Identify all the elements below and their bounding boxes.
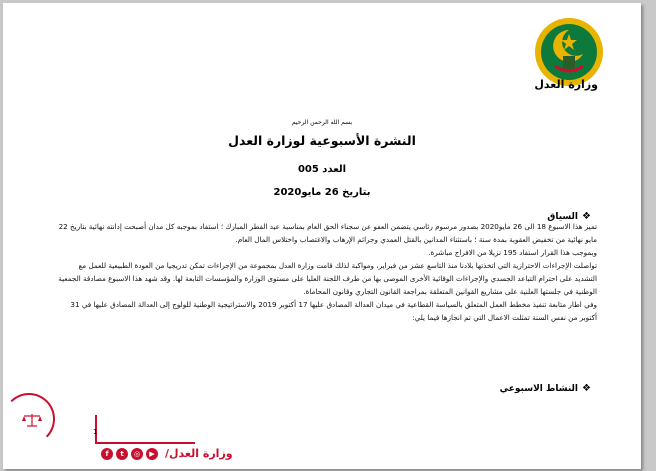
facebook-icon[interactable]: f — [101, 448, 113, 460]
issue-number: العدد 005 — [297, 164, 347, 175]
instagram-icon[interactable]: ◎ — [131, 448, 143, 460]
page-title: النشرة الأسبوعية لوزارة العدل — [228, 133, 416, 148]
diamond-bullet-icon: ❖ — [582, 211, 591, 222]
activity-heading — [500, 383, 591, 394]
context-heading-label: السياق — [547, 212, 579, 222]
paragraph: وبموجب هذا القرار استفاد 195 نزيلا من الافراج مباشرة. — [428, 248, 597, 257]
scales-of-justice-icon — [21, 413, 43, 427]
diamond-bullet-icon: ❖ — [582, 383, 591, 394]
paragraph: وفي اطار متابعة تنفيذ مخطط العمل المتعلق بالسياسة القطاعية في ميدان العدالة المصادق عليها 17 أكتوبر 2019 والاستراتيجية الوطنية للولوج إلى العدالة المصادق عليها في 31 أكتوبر من نفس السنة تمثلت الاعمال التي تم انجازها فيما يلي: — [70, 300, 597, 322]
footer — [101, 447, 233, 460]
bismillah: بسم الله الرحمن الرحيم — [291, 119, 353, 126]
youtube-icon[interactable]: ▶ — [146, 448, 158, 460]
document-page — [3, 3, 641, 469]
ministry-label: وزارة العدل — [534, 78, 598, 91]
decorative-line — [95, 442, 195, 444]
issue-date: بتاريخ 26 مايو2020 — [273, 187, 371, 198]
twitter-icon[interactable]: t — [116, 448, 128, 460]
body-text — [55, 220, 597, 324]
activity-heading-label: النشاط الاسبوعي — [499, 384, 579, 394]
paragraph: تميز هذا الاسبوع 18 الى 26 مايو2020 بصدور مرسوم رئاسي يتضمن العفو عن سجناء الحق العام بمناسبة عيد الفطر المبارك ؛ استفاد بموجبه كل مدان أصبحت إدانته نهائية بتاريخ 22 مايو نهائية من تخفيض العقوبة بمدة سنة ؛ باستثناء المدانين بالقتل العمدي وجرائم الإرهاب والاغتصاب واختلاس المال العام. — [58, 222, 597, 244]
paragraph: تواصلت الإجراءات الاحترازية التي اتخذتها بلادنا منذ التاسع عشر من فبراير، ومواكبة لذلك قامت وزارة العدل بمجموعة من الإجراءات تمكن تدريجيا من العودة الطبيعية للعمل مع التشديد على احترام التباعد الجسدي والإجراءات الوقائية الأخرى الموصى بها من طرف اللجنة العليا على مستوى الوزارة والمؤسسات التابعة لها. وقد شهد هذا الاسبوع مصادقة الجمعية الوطنية في جلستها العلنية على مشاريع القوانين المتعلقة بمراجعة القانون التجاري وقانون المحاماة. — [58, 261, 597, 296]
footer-ministry-label: وزارة العدل/ — [165, 447, 233, 460]
page-number: 1 — [93, 428, 98, 436]
